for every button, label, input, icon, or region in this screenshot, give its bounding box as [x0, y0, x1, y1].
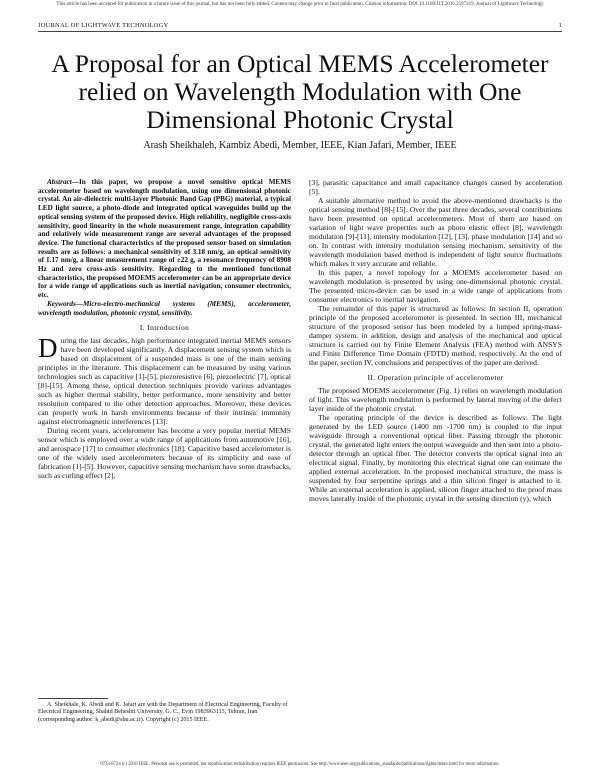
abstract-label: Abstract — [47, 178, 72, 186]
body-paragraph: The proposed MOEMS accelerometer (Fig. 1) relies on wavelength modulation of light. This wavelength modulation is performed by lateral moving of the defect layer inside of the photonic crystal. — [309, 386, 562, 413]
intro-paragraph-1-text: uring the last decades, high performance integrated inertial MEMS sensors have been developed significantly. A displacement sensing system which is based on displacement of a suspended mass is one of the main sensing principles in the literature. This displacement can be measured by using various technologies such as capacitive [1]-[5], piezoresistive [6], piezoelectric [7], optical [8]-[15]. Among these, optical detection techniques provide various advantages such as higher thermal stability, better performance, more sensitivity and better resolution compared to the other detection approaches. Moreover, these devices can properly work in harsh environments because of their intrinsic immunity against electromagnetic interferences [13]. — [38, 336, 291, 427]
copyright-notice: 0733-8724 (c) 2016 IEEE. Personal use is permitted, but republication/redistribution requires IEEE permission. See http://www.ieee.org/publications_standards/publications/rights/index.html for more information. — [100, 762, 500, 767]
right-column — [309, 178, 562, 503]
drop-cap: D — [38, 333, 58, 364]
footnote — [38, 698, 291, 724]
body-paragraph: A suitable alternative method to avoid the above-mentioned drawbacks is the optical sensing method [8]-[15]. Over the past three decades, several contributions have been presented on optical accelerometers. Most of them are based on variation of light wave properties such as photo elastic effect [8], wavelength modulation [9]-[11], intensity modulation [12], [13], phase modulation [14] and so on. In contrast with intensity modulation sensing mechanism, sensitivity of the wavelength modulation based method is independent of light source fluctuations which makes it very accurate and reliable. — [309, 196, 562, 268]
abstract: Abstract—In this paper, we propose a novel sensitive optical MEMS accelerometer based on wavelength modulation, using one dimensional photonic crystal. An air-dielectric multi-layer Photonic Band Gap (PBG) material, a typical LED light source, a photo-diode and integrated optical waveguides build up the optical sensing system of the proposed device. High reliability, negligible cross-axis sensitivity, good linearity in the whole measurement range, integration capability and relatively wide measurement range are several advantages of the proposed device. The functional characteristics of the proposed sensor based on simulation results are as follows: a mechanical sensitivity of 3.18 nm/g, an optical sensitivity of 1.17 nm/g, a linear measurement range of ±22 g, a resonance frequency of 8908 Hz and zero cross-axis sensitivity. Regarding to the mentioned functional characteristics, the proposed MOEMS accelerometer can be an appropriate device for a wide range of applications such as inertial navigation, consumer electronics, etc. — [38, 178, 291, 300]
intro-paragraph-1 — [38, 333, 291, 427]
publication-notice: This article has been accepted for publication in a future issue of this journal, but has not been fully edited. Content may change prior to final publication. Citation information: DOI 10.1109/JLT.2016.2597319, Journal of Lightwave Technology — [56, 2, 544, 7]
body-paragraph: The remainder of this paper is structured as follows: In section II, operation principle of the proposed accelerometer is presented. In section III, mechanical structure of the proposed sensor has been modeled by a lumped spring-mass-damper system. in addition, design and analysis of the mechanical and optical structure is carried out by Finite Element Analysis (FEA) method with ANSYS and Finite Difference Time Domain (FDTD) method, respectively. At the end of the paper, section IV, conclusions and perspectives of the paper are derived. — [309, 304, 562, 367]
footnote-rule — [38, 698, 108, 699]
header-rule — [38, 31, 562, 32]
author-line: Arash Sheikhaleh, Kambiz Abedi, Member, IEEE, Kian Jafari, Member, IEEE — [143, 140, 457, 151]
paper-title: A Proposal for an Optical MEMS Accelerometer relied on Wavelength Modulation with One Dimensional Photonic Crystal — [51, 49, 549, 134]
running-head — [38, 22, 562, 29]
abstract-text: In this paper, we propose a novel sensitive optical MEMS accelerometer based on wavelength modulation, using one dimensional photonic crystal. An air-dielectric multi-layer Photonic Band Gap (PBG) material, a typical LED light source, a photo-diode and integrated optical waveguides build up the optical sensing system of the proposed device. High reliability, negligible cross-axis sensitivity, good linearity in the whole measurement range, integration capability and relatively wide measurement range are several advantages of the proposed device. The functional characteristics of the proposed sensor based on simulation results are as follows: a mechanical sensitivity of 3.18 nm/g, an optical sensitivity of 1.17 nm/g, a linear measurement range of ±22 g, a resonance frequency of 8908 Hz and zero cross-axis sensitivity. Regarding to the mentioned functional characteristics, the proposed MOEMS accelerometer can be an appropriate device for a wide range of applications such as inertial navigation, consumer electronics, etc. — [38, 178, 291, 300]
keywords: Keywords—Micro-electro-mechanical systems (MEMS), accelerometer, wavelength modulation, photonic crystal, sensitivity. — [38, 299, 291, 317]
intro-paragraph-2: During recent years, accelerometer has become a very popular inertial MEMS sensor which is employed over a wide range of applications from automotive [16], and aerospace [17] to consumer electronics [18]. Capacitive based accelerometer is one of the widely used accelerometers because of its simplicity and ease of fabrication [1]-[5]. However, capacitive sensing mechanism have some drawbacks, such as curling effect [2], — [38, 426, 291, 481]
journal-name: JOURNAL OF LIGHTWAVE TECHNOLOGY — [38, 22, 169, 29]
keywords-label: Keywords — [47, 299, 76, 308]
keywords-text: Micro-electro-mechanical systems (MEMS), accelerometer, wavelength modulation, photonic crystal, sensitivity. — [38, 299, 291, 317]
section-heading-operation-principle: II. Operation principle of accelerometer — [367, 373, 504, 382]
body-paragraph-continued: [3], parasitic capacitance and small capacitance changes caused by acceleration [5]. — [309, 178, 562, 196]
footnote-text: A. Sheikhale, K. Abedi and K. Jafari are with the Department of Electrical Engineering, Faculty of Electrical Engineering, Shahid Beheshti University, G. C., Evin 1983963113, Tehran, Iran (corresponding author: k_abedi@sbu.ac.ir). Copyright (c) 2015 IEEE. — [38, 702, 288, 723]
body-paragraph: The operating principle of the device is described as follows: The light generated by the LED source (1400 nm -1700 nm) is coupled to the input waveguide through a conventional optical fiber. Passing through the photonic crystal, the generated light enters the output waveguide and then sent into a photo-detector through an optical fiber. The detector converts the optical signal into an electrical signal. Finally, by monitoring this electrical signal one can estimate the applied external acceleration. In the proposed mechanical structure, the mass is suspended by four serpentine springs and a thin silicon finger is attached to it. While an external acceleration is applied, silicon finger attached to the proof mass moves laterally inside of the photonic crystal in the sensing direction (y), which — [309, 413, 562, 503]
body-paragraph: In this paper, a novel topology for a MOEMS accelerometer based on wavelength modulation is presented by using one-dimensional photonic crystal. The presented micro-device can be used in a wide range of applications from consumer electronics to inertial navigation. — [309, 268, 562, 304]
section-heading-introduction: I. Introduction — [139, 323, 190, 333]
left-column — [38, 178, 291, 480]
page-number: 1 — [558, 22, 562, 29]
